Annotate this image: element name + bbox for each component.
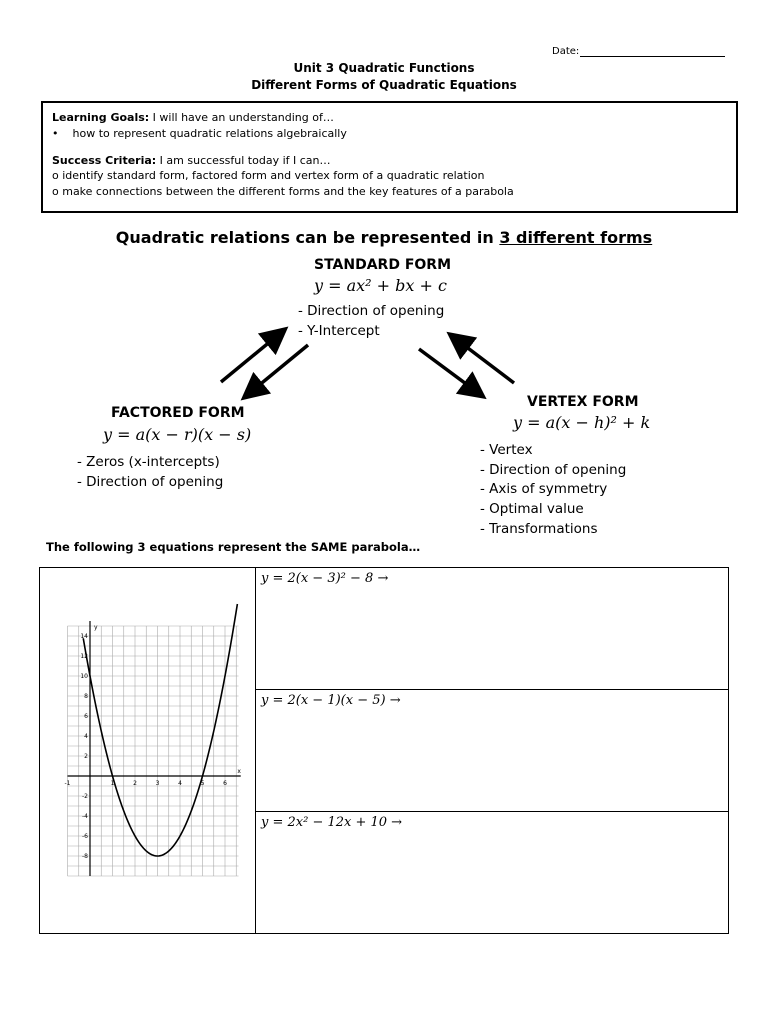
y-tick-label: -4	[82, 813, 88, 820]
page-title: Unit 3 Quadratic Functions	[293, 61, 475, 75]
factored-form-equation: y = a(x − r)(x − s)	[103, 425, 252, 444]
page-subtitle: Different Forms of Quadratic Equations	[251, 78, 517, 92]
same-parabola-intro: The following 3 equations represent the SAME parabola…	[46, 540, 421, 554]
equation-row[interactable]	[256, 690, 728, 812]
learning-goals-text: I will have an understanding of…	[149, 111, 334, 124]
y-tick-label: 14	[80, 633, 88, 640]
standard-form-feature: - Y-Intercept	[298, 323, 380, 339]
vertex-form-feature: - Optimal value	[480, 501, 584, 517]
factored-form-title: FACTORED FORM	[111, 405, 245, 421]
arrow-vertex-to-standard	[452, 336, 514, 383]
x-tick-label: -1	[64, 780, 71, 787]
vertex-form-feature: - Vertex	[480, 442, 533, 458]
y-tick-label: -2	[82, 793, 88, 800]
graph-cell	[40, 568, 256, 933]
equation-vertex-form: y = 2(x − 3)² − 8 →	[261, 571, 389, 586]
y-tick-label: 10	[80, 673, 88, 680]
vertex-form-title: VERTEX FORM	[527, 394, 639, 410]
learning-goal-text: how to represent quadratic relations algebraically	[72, 127, 347, 140]
standard-form-title: STANDARD FORM	[314, 257, 452, 273]
equation-standard-form: y = 2x² − 12x + 10 →	[261, 815, 403, 830]
x-tick-label: 3	[155, 780, 160, 787]
y-axis-label: y	[94, 624, 98, 631]
vertex-form-feature: - Axis of symmetry	[480, 481, 608, 497]
y-tick-label: 4	[84, 733, 88, 740]
y-tick-label: 8	[84, 693, 88, 700]
date-label: Date:	[552, 46, 580, 57]
equation-row[interactable]	[256, 568, 728, 690]
headline-underlined: 3 different forms	[499, 228, 653, 247]
x-tick-label: 4	[178, 780, 182, 787]
equation-factored-form: y = 2(x − 1)(x − 5) →	[261, 693, 401, 708]
standard-form-equation: y = ax² + bx + c	[314, 276, 447, 295]
parabola-curve	[83, 604, 237, 856]
criteria-item: o identify standard form, factored form and vertex form of a quadratic relation	[52, 169, 485, 182]
x-tick-label: 5	[200, 780, 205, 787]
arrow-standard-to-vertex	[419, 349, 481, 395]
learning-goals-label: Learning Goals:	[52, 111, 150, 124]
criteria-item: o make connections between the different forms and the key features of a parabola	[52, 185, 514, 198]
x-tick-label: 2	[133, 780, 137, 787]
y-tick-label: 12	[80, 653, 88, 660]
success-criteria-label: Success Criteria:	[52, 154, 157, 167]
vertex-form-feature: - Transformations	[480, 521, 598, 537]
x-axis-label: x	[237, 768, 241, 775]
factored-form-feature: - Zeros (x-intercepts)	[77, 454, 220, 470]
bullet-icon: •	[52, 127, 59, 140]
equations-table	[39, 567, 729, 934]
x-tick-label: 1	[110, 780, 115, 787]
factored-form-feature: - Direction of opening	[77, 474, 224, 490]
headline-text: Quadratic relations can be represented in	[115, 228, 500, 247]
y-tick-label: -6	[82, 833, 88, 840]
equation-row[interactable]	[256, 812, 728, 933]
x-tick-label: 6	[223, 780, 227, 787]
y-tick-label: -8	[82, 853, 88, 860]
y-tick-label: 6	[84, 713, 88, 720]
y-tick-label: 2	[84, 753, 88, 760]
vertex-form-feature: - Direction of opening	[480, 462, 627, 478]
parabola-graph	[40, 568, 255, 933]
standard-form-feature: - Direction of opening	[298, 303, 445, 319]
vertex-form-equation: y = a(x − h)² + k	[513, 413, 651, 432]
success-criteria-text: I am successful today if I can…	[156, 154, 331, 167]
